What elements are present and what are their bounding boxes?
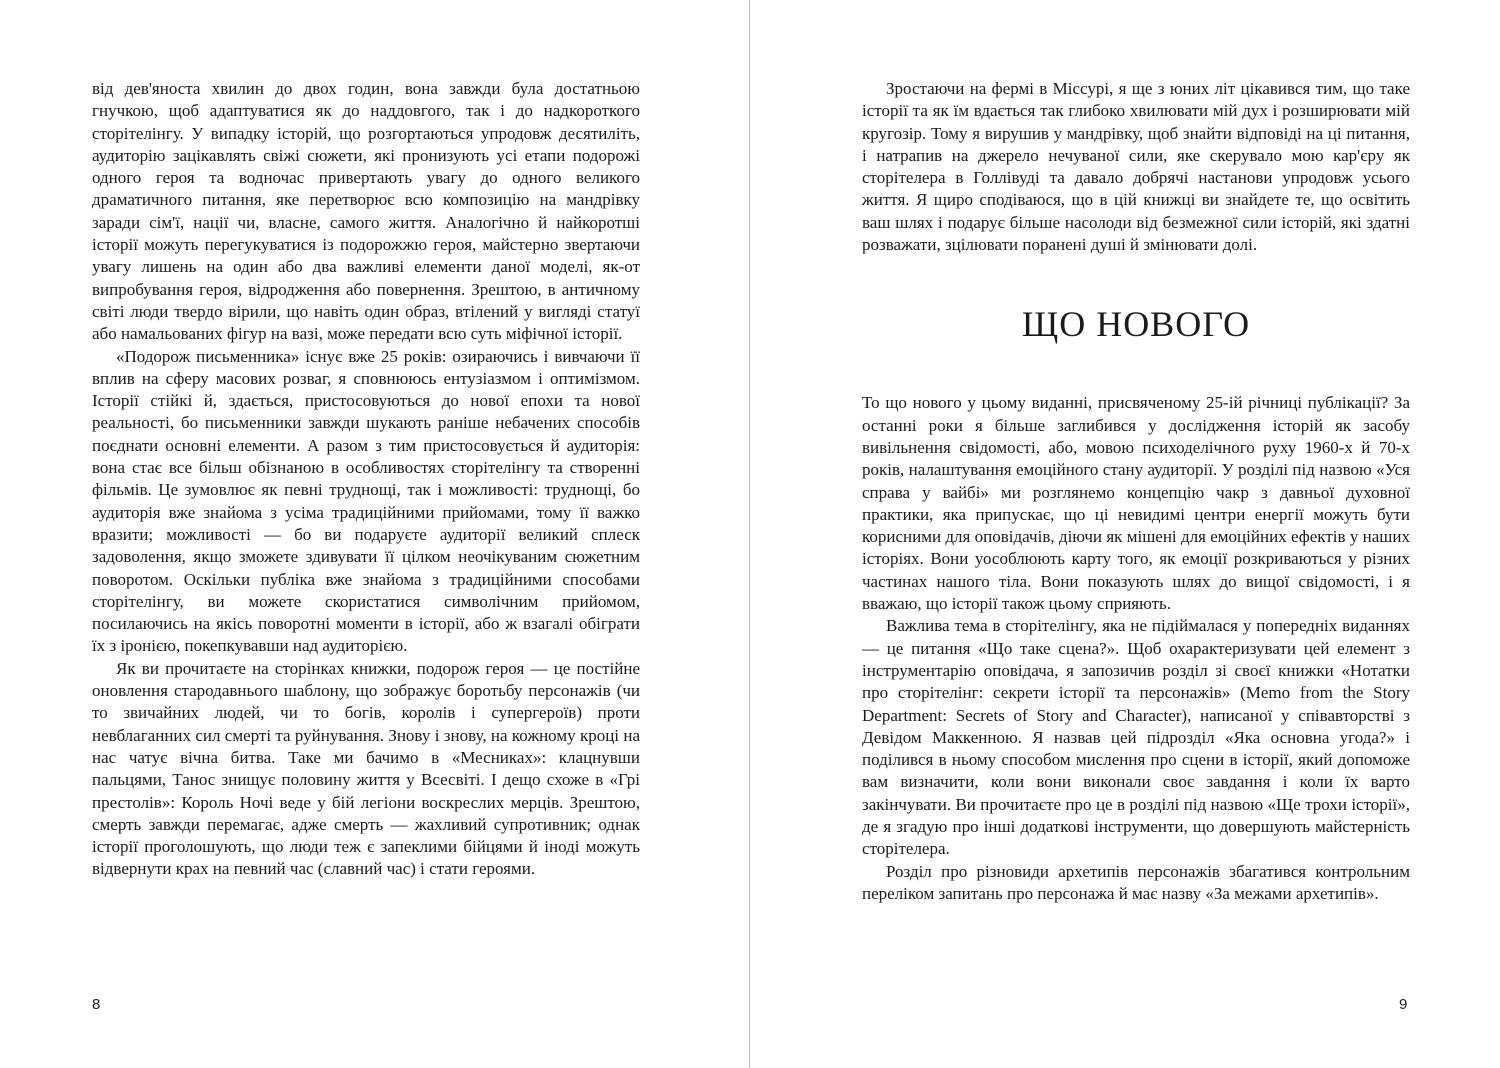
right-paragraph-3: Розділ про різновиди архетипів персонажів збагатився контрольним переліком запитань про персонажа й має назву «За межами архетипів».: [862, 861, 1410, 903]
right-paragraph-1: То що нового у цьому виданні, присвяченому 25-ій річниці публікації? За останні роки я більше заглибився у дослідження історій як засобу вивільнення свідомості, або, мовою психоделічного руху 1960-х й 70-х років, налаштування емоційного стану аудиторії. У розділі під назвою «Уся справа у вайбі» ми розглянемо концепцію чакр з давньої духовної практики, яка припускає, що ці невидимі центри енергії можуть бути корисними для оповідачів, діючи як мішені для емоційних ефектів у наших історіях. Вони уособлюють карту того, як емоції розкриваються у різних частинах нашого тіла. Вони показують шлях до вищої свідомості, і я вважаю, що історії також цьому сприяють.: [862, 393, 1410, 614]
right-paragraph-2: Важлива тема в сторітелінгу, яка не підіймалася у попередніх виданнях — це питання «Що таке сцена?». Щоб охарактеризувати цей елемент з інструментарію оповідача, я запозичив розділ зі своєї книжки «Нотатки про сторітелінг: секрети історії та персонажів» (Memo from the Story Department: Secrets of Story and Character), написаної у співавторстві з Девідом Маккенною. Я назвав цей підрозділ «Яка основна угода?» і поділився в ньому способом мислення про сцени в історії, який допоможе вам визначити, коли вони виконали своє завдання і коли їх варто закінчувати. Ви прочитаєте про це в розділі під назвою «Ще трохи історії», де я згадую про інші додаткові інструменти, що довершують майстерність сторітелера.: [862, 616, 1410, 859]
left-paragraph-2: «Подорож письменника» існує вже 25 років: озираючись і вивчаючи її вплив на сферу масових розваг, я сповнююсь ентузіазмом і оптимізмом. Історії стійкі й, здається, пристосовуються до нової епохи та нової реальності, бо письменники завжди шукають раніше небачених способів поєднати основні елементи. А разом з тим пристосовується й аудиторія: вона стає все більш обізнаною в особливостях сторітелінгу та створенні фільмів. Це зумовлює як певні труднощі, так і можливості: труднощі, бо аудиторія вже знайома з усіма традиційними прийомами, тому її важко вразити; можливості — бо ви подаруєте аудиторії великий сплеск задоволення, якщо зможете здивувати її цілком неочікуваним сюжетним поворотом. Оскільки публіка вже знайома з традиційними способами сторітелінгу, ви можете скористатися символічним прийомом, посилаючись на якісь поворотні моменти в історії, або ж взагалі обіграти їх з іронією, покепкувавши над аудиторією.: [92, 346, 640, 656]
section-heading: ЩО НОВОГО: [1021, 304, 1251, 345]
left-page: [92, 78, 640, 881]
page-number-right: 9: [1399, 996, 1408, 1013]
page-number-left: 8: [92, 996, 101, 1013]
right-page: [862, 78, 1410, 905]
right-intro-paragraph: Зростаючи на фермі в Міссурі, я ще з юних літ цікавився тим, що таке історії та як їм вдається так глибоко хвилювати мій дух і розширювати мій кругозір. Тому я вирушив у мандрівку, щоб знайти відповіді на ці питання, і натрапив на джерело нечуваної сили, яке скерувало мою кар'єру як сторітелера в Голлівуді та давало добрячі настанови упродовж усього життя. Я щиро сподіваюся, що в цій книжці ви знайдете те, що освітить ваш шлях і подарує більше насолоди від безмежної сили історій, які здатні розважати, зцілювати поранені душі й змінювати долі.: [862, 79, 1410, 255]
left-paragraph-1: від дев'яноста хвилин до двох годин, вона завжди була достатньою гнучкою, щоб адаптуватися як до наддовгого, так і до надкороткого сторітелінгу. У випадку історій, що розгортаються упродовж десятиліть, аудиторію зацікавлять свіжі сюжети, які пронизують усі етапи подорожі одного героя та водночас привертають увагу до одного великого драматичного питання, яке перетворює всю композицію на мандрівку заради сім'ї, нації чи, власне, самого життя. Аналогічно й найкоротші історії можуть перегукуватися із подорожжю героя, майстерно звертаючи увагу лишень на один або два важливі елементи даної моделі, як-от випробування героя, відродження або повернення. Зрештою, в античному світі люди твердо вірили, що навіть один образ, втілений у вигляді статуї або намальованих фігур на вазі, може передати всю суть міфічної історії.: [92, 79, 640, 344]
book-spine: [749, 0, 750, 1068]
left-paragraph-3: Як ви прочитаєте на сторінках книжки, подорож героя — це постійне оновлення стародавнього шаблону, що зображує боротьбу персонажів (чи то звичайних людей, чи то богів, королів і супергероїв) проти невблаганних сил смерті та руйнування. Знову і знову, на кожному кроці на нас чатує вічна битва. Таке ми бачимо в «Месниках»: клацнувши пальцями, Танос знищує половину життя у Всесвіті. І дещо схоже в «Грі престолів»: Король Ночі веде у бій легіони воскреслих мерців. Зрештою, смерть завжди перемагає, адже смерть — жахливий супротивник; однак історії проголошують, що люди теж є запеклими бійцями й іноді можуть відвернути крах на певний час (славний час) і стати героями.: [92, 658, 640, 879]
